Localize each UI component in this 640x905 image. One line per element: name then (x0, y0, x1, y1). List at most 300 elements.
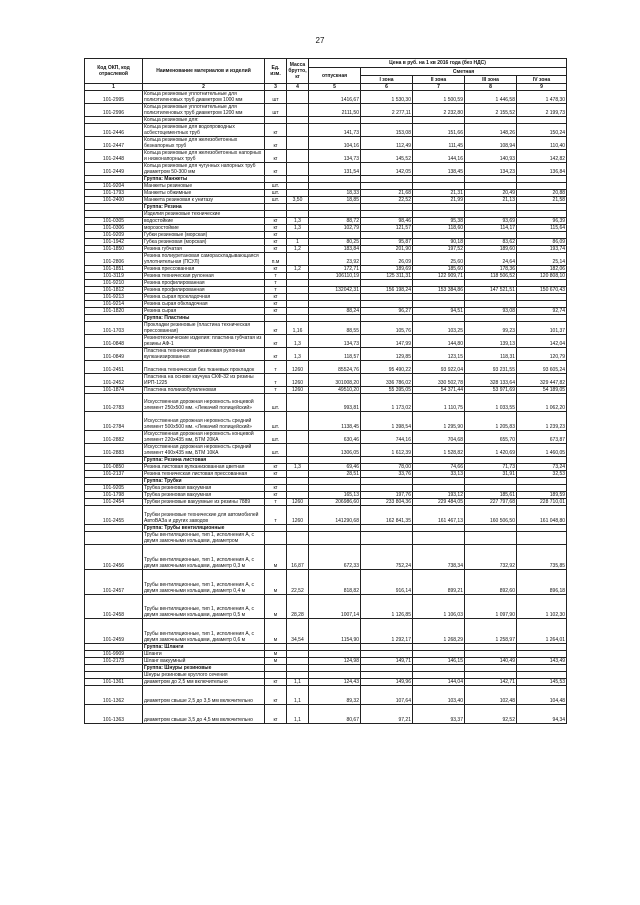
item-unit: кг (265, 679, 287, 686)
item-unit: т (265, 273, 287, 280)
item-code: 101-2173 (85, 658, 143, 665)
item-unit: шт. (265, 444, 287, 457)
price-cell (517, 117, 567, 124)
table-row (85, 499, 567, 506)
item-unit: кг (265, 686, 287, 705)
item-code: 101-1793 (85, 190, 143, 197)
price-cell: 1 102,30 (517, 594, 567, 619)
price-cell: 630,46 (309, 431, 361, 444)
item-name: Резина техническая листовая прессованная (143, 471, 265, 478)
item-mass (287, 150, 309, 163)
price-cell: 178,36 (465, 266, 517, 273)
price-cell (309, 665, 361, 672)
price-cell: 118,31 (465, 348, 517, 361)
item-code: 101-2458 (85, 594, 143, 619)
item-code: 101-2400 (85, 197, 143, 204)
item-code: 101-1874 (85, 386, 143, 393)
item-unit: т (265, 499, 287, 506)
item-unit: м (265, 651, 287, 658)
price-cell (309, 280, 361, 287)
item-name: Губка резиновая (морская) (143, 239, 265, 246)
item-unit: м (265, 544, 287, 569)
price-cell: 735,85 (517, 544, 567, 569)
item-code: 101-1361 (85, 679, 143, 686)
price-cell: 752,24 (361, 544, 413, 569)
price-cell (309, 531, 361, 544)
item-mass (287, 444, 309, 457)
price-cell: 90,18 (413, 239, 465, 246)
price-cell: 1 460,05 (517, 444, 567, 457)
item-unit (265, 644, 287, 651)
item-mass (287, 301, 309, 308)
item-unit: кг (265, 239, 287, 246)
item-mass (287, 524, 309, 531)
item-code: 101-9909 (85, 651, 143, 658)
price-cell: 21,13 (465, 197, 517, 204)
price-cell: 26,09 (361, 253, 413, 266)
table-row (85, 225, 567, 232)
price-cell (309, 183, 361, 190)
price-cell: 21,31 (413, 190, 465, 197)
table-row (85, 485, 567, 492)
item-mass: 1,1 (287, 686, 309, 705)
item-code: 101-9209 (85, 232, 143, 239)
item-name: морозостойкие (143, 225, 265, 232)
item-name: Резина сырая обкладочная (143, 301, 265, 308)
price-cell: 94,51 (413, 308, 465, 315)
price-cell (413, 232, 465, 239)
price-cell (309, 117, 361, 124)
price-cell: 146,15 (413, 658, 465, 665)
item-mass (287, 287, 309, 294)
price-cell: 197,52 (413, 246, 465, 253)
price-cell: 111,45 (413, 137, 465, 150)
price-cell: 301008,20 (309, 373, 361, 386)
price-cell: 2 277,11 (361, 104, 413, 117)
price-cell (413, 204, 465, 211)
group-row (85, 204, 567, 211)
item-code: 101-2882 (85, 431, 143, 444)
item-name: водостойкие (143, 218, 265, 225)
price-cell (413, 485, 465, 492)
price-cell: 96,27 (361, 308, 413, 315)
item-unit (265, 211, 287, 218)
header-mass: Масса брутто, кг (287, 59, 309, 84)
item-name: Кольца резиновые для чугунных напорных труб диаметром 50-300 мм (143, 163, 265, 176)
price-cell: 336 786,02 (361, 373, 413, 386)
price-cell (361, 315, 413, 322)
price-cell (465, 232, 517, 239)
price-cell: 142,05 (361, 163, 413, 176)
item-unit: т (265, 373, 287, 386)
price-cell (517, 485, 567, 492)
table-row (85, 104, 567, 117)
item-mass (287, 280, 309, 287)
price-cell: 49510,20 (309, 386, 361, 393)
price-cell: 149,71 (361, 658, 413, 665)
price-cell: 150,24 (517, 124, 567, 137)
price-cell: 153,08 (361, 124, 413, 137)
item-code: 101-2784 (85, 412, 143, 431)
table-row (85, 280, 567, 287)
price-cell: 115,64 (517, 225, 567, 232)
price-cell: 1 268,29 (413, 619, 465, 644)
price-cell: 21,68 (361, 190, 413, 197)
item-code: 101-0305 (85, 218, 143, 225)
item-code: 101-2995 (85, 91, 143, 104)
price-cell: 114,17 (465, 225, 517, 232)
item-code (85, 176, 143, 183)
item-mass (287, 211, 309, 218)
item-mass (287, 176, 309, 183)
price-cell: 25,14 (517, 253, 567, 266)
price-cell: 33,76 (361, 471, 413, 478)
price-cell: 1138,45 (309, 412, 361, 431)
price-cell: 165,13 (309, 492, 361, 499)
price-cell: 672,33 (309, 544, 361, 569)
price-cell: 818,82 (309, 569, 361, 594)
table-row (85, 679, 567, 686)
price-cell: 147,99 (361, 335, 413, 348)
price-table-body (85, 91, 567, 724)
item-mass: 28,28 (287, 594, 309, 619)
price-cell: 136,84 (517, 163, 567, 176)
item-mass (287, 273, 309, 280)
price-cell (465, 211, 517, 218)
price-cell: 329 447,82 (517, 373, 567, 386)
table-row (85, 117, 567, 124)
item-unit: кг (265, 492, 287, 499)
item-unit: т (265, 287, 287, 294)
table-row (85, 197, 567, 204)
price-cell: 193,12 (413, 492, 465, 499)
price-cell: 95,87 (361, 239, 413, 246)
header-zone-2: II зона (413, 76, 465, 84)
item-name: Группа: Манжеты (143, 176, 265, 183)
item-mass (287, 431, 309, 444)
group-row (85, 524, 567, 531)
item-code (85, 672, 143, 679)
price-cell: 96,39 (517, 218, 567, 225)
price-cell (413, 315, 465, 322)
item-mass (287, 412, 309, 431)
item-unit: т (265, 361, 287, 374)
price-cell: 106110,19 (309, 273, 361, 280)
price-cell: 1 446,58 (465, 91, 517, 104)
price-cell: 151,66 (413, 124, 465, 137)
table-row (85, 464, 567, 471)
price-cell (465, 183, 517, 190)
item-name: Резина полиуретановая самораскладывающаяся уплотнительная (ПСУЛ) (143, 253, 265, 266)
index-cell: 2 (143, 84, 265, 91)
table-row (85, 651, 567, 658)
item-name: Резина губчатая (143, 246, 265, 253)
table-row (85, 183, 567, 190)
table-row (85, 124, 567, 137)
price-cell: 229 484,05 (413, 499, 465, 506)
item-mass (287, 253, 309, 266)
item-unit: шт. (265, 197, 287, 204)
item-unit (265, 315, 287, 322)
item-name: Резина профилированная (143, 280, 265, 287)
price-cell (517, 280, 567, 287)
item-mass (287, 471, 309, 478)
item-code: 101-0848 (85, 335, 143, 348)
price-cell: 89,32 (309, 686, 361, 705)
price-cell: 132042,31 (309, 287, 361, 294)
price-cell: 182,06 (517, 266, 567, 273)
item-unit: шт. (265, 412, 287, 431)
price-cell: 1 239,23 (517, 412, 567, 431)
item-name: Группа: Трубы вентиляционные (143, 524, 265, 531)
price-cell (465, 651, 517, 658)
price-cell (361, 232, 413, 239)
item-code: 101-9214 (85, 301, 143, 308)
item-name: Трубы вентиляционные, тип 1, исполнения А, с двумя замочными кольцами, диаметр 0,6 м (143, 619, 265, 644)
price-cell: 78,00 (361, 464, 413, 471)
item-mass (287, 531, 309, 544)
item-code: 101-2454 (85, 499, 143, 506)
item-mass: 1260 (287, 386, 309, 393)
price-cell (517, 204, 567, 211)
item-mass: 1,2 (287, 266, 309, 273)
item-name: Шланги (143, 651, 265, 658)
price-cell: 108,94 (465, 137, 517, 150)
price-cell: 206986,60 (309, 499, 361, 506)
price-cell (309, 315, 361, 322)
item-unit: т (265, 280, 287, 287)
price-cell: 80,67 (309, 704, 361, 723)
item-unit: т (265, 506, 287, 525)
table-row (85, 506, 567, 525)
price-cell (361, 665, 413, 672)
price-cell: 54 189,05 (517, 386, 567, 393)
price-cell: 92,74 (517, 308, 567, 315)
table-row (85, 544, 567, 569)
price-cell: 916,14 (361, 569, 413, 594)
price-cell (517, 294, 567, 301)
price-cell: 73,24 (517, 464, 567, 471)
price-cell: 328 133,64 (465, 373, 517, 386)
price-cell: 1154,90 (309, 619, 361, 644)
table-row (85, 253, 567, 266)
item-mass (287, 204, 309, 211)
item-mass: 1 (287, 239, 309, 246)
price-cell: 123,15 (413, 348, 465, 361)
item-name: Кольца резиновые для железобетонных безнапорных труб (143, 137, 265, 150)
price-cell (361, 117, 413, 124)
item-mass (287, 485, 309, 492)
price-cell (413, 665, 465, 672)
price-table (84, 58, 567, 724)
price-cell (413, 651, 465, 658)
price-cell: 131,54 (309, 163, 361, 176)
price-cell: 134,23 (465, 163, 517, 176)
item-code: 101-3119 (85, 273, 143, 280)
price-cell (413, 524, 465, 531)
item-unit: кг (265, 348, 287, 361)
price-cell: 732,92 (465, 544, 517, 569)
price-cell: 1 264,01 (517, 619, 567, 644)
price-cell: 1 062,20 (517, 393, 567, 412)
price-cell (309, 478, 361, 485)
item-mass: 1260 (287, 499, 309, 506)
price-cell: 1 173,02 (361, 393, 413, 412)
item-name: Кольца резиновые уплотнительные для полиэтиленовых труб диаметром 1000 мм (143, 91, 265, 104)
item-code: 101-2996 (85, 104, 143, 117)
item-name: Шланг вакуумный (143, 658, 265, 665)
price-cell: 95,38 (413, 218, 465, 225)
table-row (85, 150, 567, 163)
group-row (85, 665, 567, 672)
item-name: диаметром до 2,5 мм включительно (143, 679, 265, 686)
price-cell: 1 530,30 (361, 91, 413, 104)
price-cell: 138,45 (413, 163, 465, 176)
item-code: 101-2459 (85, 619, 143, 644)
price-cell (413, 301, 465, 308)
item-code: 101-0850 (85, 464, 143, 471)
price-cell: 97,21 (361, 704, 413, 723)
item-unit: п.м (265, 253, 287, 266)
item-mass (287, 672, 309, 679)
item-name: Резина листовая вулканизованная цветная (143, 464, 265, 471)
price-cell: 134,73 (309, 150, 361, 163)
price-cell: 227 797,68 (465, 499, 517, 506)
item-name: Трубки резиновые технические для автомобилей АвтоВАЗа и других заводов (143, 506, 265, 525)
item-code: 101-1812 (85, 287, 143, 294)
item-name: диаметром свыше 2,5 до 3,5 мм включительно (143, 686, 265, 705)
table-row (85, 246, 567, 253)
item-unit: т (265, 386, 287, 393)
price-cell (517, 531, 567, 544)
price-cell: 150 670,43 (517, 287, 567, 294)
price-cell: 93 231,55 (465, 361, 517, 374)
price-cell (361, 531, 413, 544)
item-name: Пластина техническая без тканевых прокладок (143, 361, 265, 374)
table-row (85, 137, 567, 150)
price-cell: 892,60 (465, 569, 517, 594)
price-cell: 95 490,22 (361, 361, 413, 374)
index-cell: 4 (287, 84, 309, 91)
price-cell: 92,52 (465, 704, 517, 723)
price-cell: 1 110,75 (413, 393, 465, 412)
table-row (85, 163, 567, 176)
price-cell: 20,49 (465, 190, 517, 197)
price-cell: 112,49 (361, 137, 413, 150)
item-name: Изделия резиновые технические (143, 211, 265, 218)
item-name: Резина техническая рулонная (143, 273, 265, 280)
item-code: 101-1942 (85, 239, 143, 246)
item-mass: 22,52 (287, 569, 309, 594)
price-cell: 104,48 (517, 686, 567, 705)
price-cell (309, 232, 361, 239)
price-cell (361, 524, 413, 531)
item-unit: кг (265, 294, 287, 301)
group-row (85, 315, 567, 322)
price-cell: 140,93 (465, 150, 517, 163)
price-cell (517, 672, 567, 679)
item-code: 101-1362 (85, 686, 143, 705)
table-row (85, 594, 567, 619)
price-cell: 121,57 (361, 225, 413, 232)
price-cell (465, 457, 517, 464)
price-cell (309, 211, 361, 218)
table-row (85, 232, 567, 239)
item-code (85, 211, 143, 218)
item-name: Пластина техническая резиновая рулонная вулканизированная (143, 348, 265, 361)
price-cell: 144,80 (413, 335, 465, 348)
item-code: 101-1850 (85, 246, 143, 253)
item-name: Группа: Резина листовая (143, 457, 265, 464)
price-cell (413, 294, 465, 301)
item-name: Кольца резиновые для водопроводных асбестоцементных труб (143, 124, 265, 137)
price-cell: 99,23 (465, 322, 517, 335)
price-cell: 18,85 (309, 197, 361, 204)
index-cell: 6 (361, 84, 413, 91)
price-cell: 704,68 (413, 431, 465, 444)
table-row (85, 294, 567, 301)
item-code: 101-9204 (85, 183, 143, 190)
item-name: Пластина на основе каучука СКФ-32 из резины ИРП-1225 (143, 373, 265, 386)
item-mass: 1260 (287, 361, 309, 374)
price-cell (465, 204, 517, 211)
table-row (85, 361, 567, 374)
table-row (85, 308, 567, 315)
price-cell (413, 478, 465, 485)
item-name: Манжеты резиновые (143, 183, 265, 190)
item-mass: 1,3 (287, 464, 309, 471)
table-row (85, 373, 567, 386)
table-row (85, 531, 567, 544)
price-cell (309, 485, 361, 492)
item-code: 101-2883 (85, 444, 143, 457)
item-mass (287, 137, 309, 150)
price-cell (361, 478, 413, 485)
item-unit (265, 531, 287, 544)
table-row (85, 704, 567, 723)
item-mass (287, 651, 309, 658)
item-name: Резина профилированная (143, 287, 265, 294)
item-code: 101-2446 (85, 124, 143, 137)
price-cell: 1 420,69 (465, 444, 517, 457)
price-cell: 2 199,73 (517, 104, 567, 117)
item-mass (287, 492, 309, 499)
table-row (85, 619, 567, 644)
item-name: Трубы вентиляционные, тип 1, исполнения А, с двумя замочными кольцами, диаметром (143, 531, 265, 544)
price-cell (517, 176, 567, 183)
price-cell (309, 672, 361, 679)
item-name: Искусственная дорожная неровность концевой элемент 220х435 мм, БТМ 20КА (143, 431, 265, 444)
price-cell: 899,21 (413, 569, 465, 594)
price-cell (309, 294, 361, 301)
item-code: 101-9213 (85, 294, 143, 301)
item-unit: кг (265, 266, 287, 273)
item-unit: кг (265, 163, 287, 176)
price-cell: 145,53 (517, 679, 567, 686)
item-unit: м (265, 594, 287, 619)
item-name: Шнуры резиновые круглого сечения (143, 672, 265, 679)
price-cell: 1 398,54 (361, 412, 413, 431)
price-cell: 172,71 (309, 266, 361, 273)
table-row (85, 393, 567, 412)
price-cell (517, 232, 567, 239)
item-mass (287, 478, 309, 485)
item-unit: м (265, 619, 287, 644)
price-cell (465, 280, 517, 287)
item-mass: 1,1 (287, 704, 309, 723)
price-cell (361, 301, 413, 308)
price-cell: 93,69 (465, 218, 517, 225)
